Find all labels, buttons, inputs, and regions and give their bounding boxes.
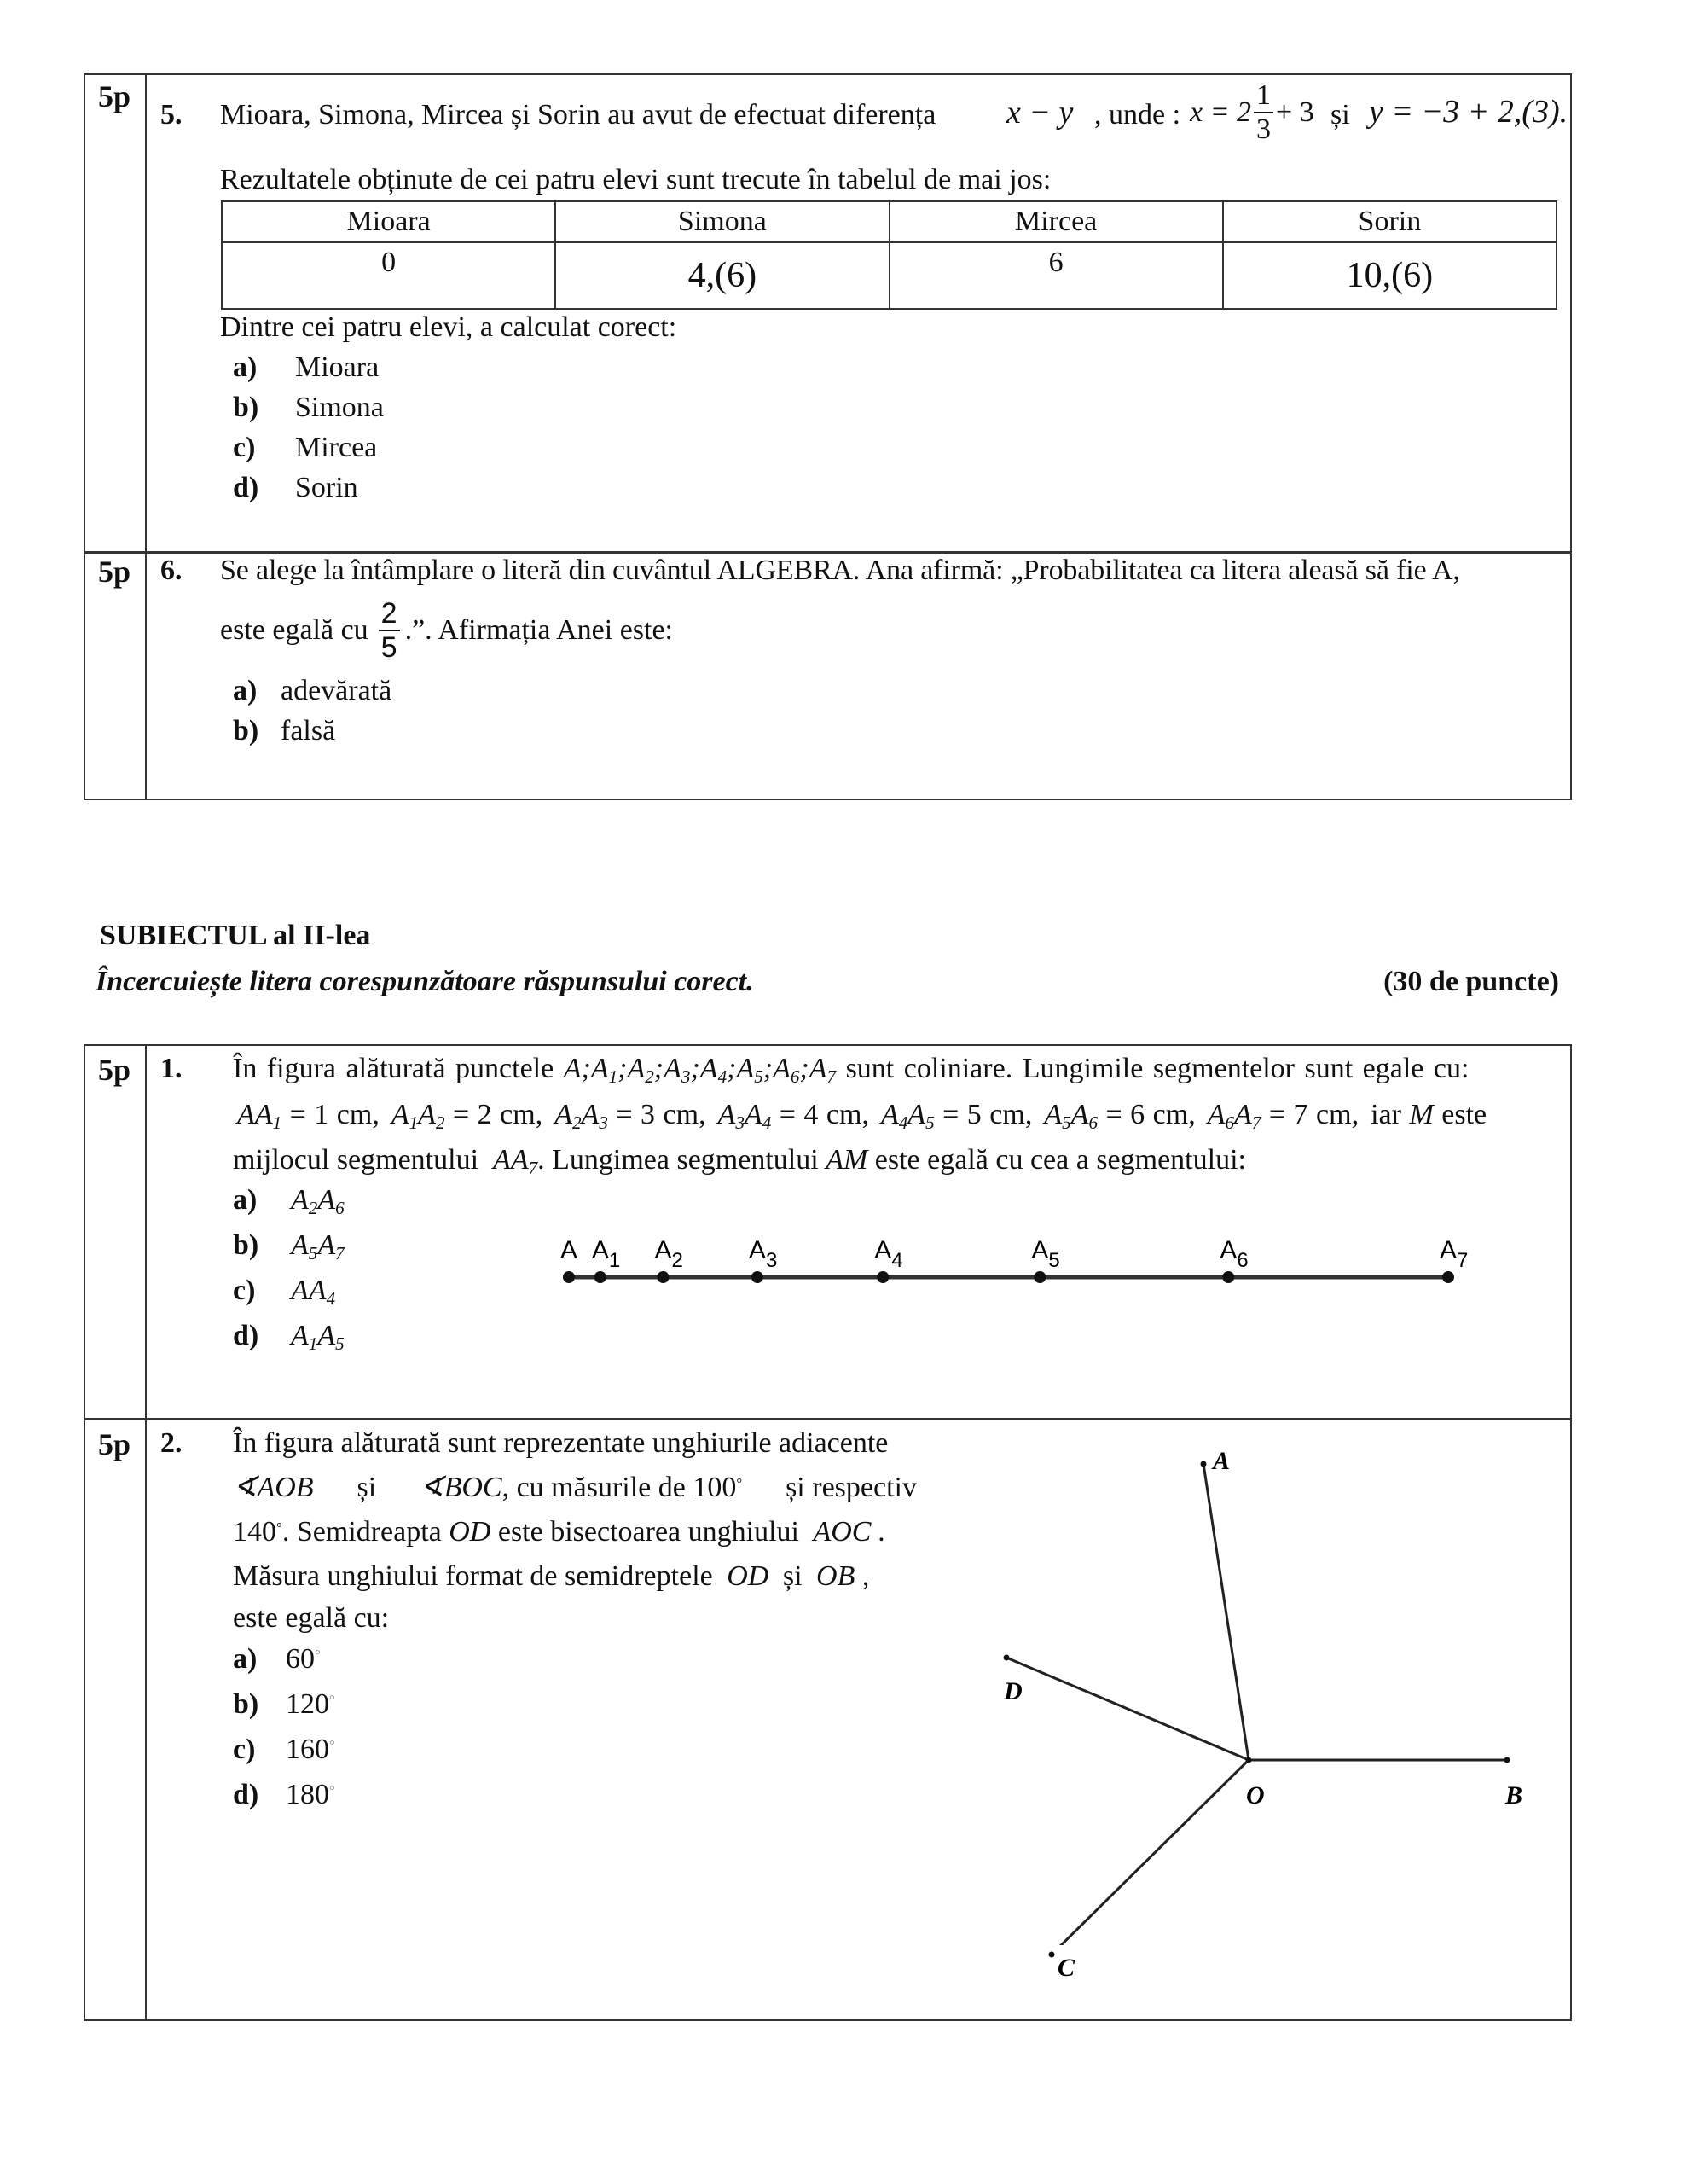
q1-line3-prefix: mijlocul segmentului [233,1144,479,1176]
q2-ray-OD-2: OD [727,1560,769,1592]
part2-score: (30 de puncte) [1383,966,1559,997]
q5-number: 5. [160,99,183,131]
q2-option-c-text: 160 [286,1734,329,1765]
point-O [1246,1757,1252,1763]
q1-option-d[interactable] [233,1321,345,1367]
q1-point-A2 [657,1271,669,1283]
q6-points: 5p [98,555,131,589]
q1-option-c-label: c) [233,1275,256,1306]
q5-si: și [1330,99,1350,131]
q1-option-d-segment: $A_1A_5$ [291,1320,345,1354]
q1-point-name: $A_7$ [809,1053,837,1087]
q1-option-b-label: b) [233,1229,259,1261]
q1-point-label-A3: $A_3$ [748,1236,778,1272]
q2-ray-OD: OD [449,1516,491,1548]
q5-x-definition [1190,78,1314,147]
q1-option-a-label: a) [233,1184,258,1216]
q5-header-sorin: Sorin [1223,201,1557,242]
row-divider-q1-q2 [84,1418,1572,1420]
q1-line1 [233,1053,1470,1087]
q5-statement [220,101,936,130]
q6-line1: Se alege la întâmplare o literă din cuvântul ALGEBRA. Ana afirmă: „Probabilitatea ca litera aleasă să fie A, [220,555,1460,586]
q1-point-name: $A_4$ [699,1053,728,1087]
q6-option-a[interactable] [233,677,391,706]
part2-instruction: Încercuiește litera corespunzătoare răspunsului corect. [96,966,754,997]
q2-line5: este egală cu: [233,1602,390,1634]
q1-line3-mid: . Lungimea segmentului [537,1144,819,1176]
q1-point-label-A: A [560,1236,578,1264]
q2-option-d-degree: ° [329,1781,335,1798]
q1-option-c[interactable] [233,1276,345,1321]
q5-points: 5p [98,79,131,113]
q5-option-c-text: Mircea [295,432,378,463]
q2-option-a[interactable] [233,1645,321,1674]
q5-x-frac-num: 1 [1254,81,1273,113]
row-divider-q5-q6 [84,551,1572,554]
q1-segment-AA7: $AA_7$ [485,1144,538,1178]
q5-header-mircea: Mircea [890,201,1223,242]
q2-line3 [233,1518,885,1547]
q1-point-name: A [563,1053,582,1084]
label-C: C [1058,1954,1075,1982]
q2-angle-BOC: ∢BOC [420,1472,502,1503]
q5-option-a-label: a) [233,351,258,383]
q2-line4-prefix: Măsura unghiului format de semidreptele [233,1560,713,1592]
q2-line4-and: și [782,1560,803,1592]
q2-option-d[interactable] [233,1780,335,1809]
points-column-divider [145,73,147,800]
q2-option-b[interactable] [233,1690,335,1719]
q2-line3-suffix: este bisectoarea unghiului [497,1516,799,1548]
part2-heading: SUBIECTUL al II-lea [100,920,371,951]
q1-segment-length: $A_3A_4 = 4$ cm, [717,1099,869,1133]
q5-y-definition [1369,96,1568,128]
q1-point-M: M [1409,1099,1434,1130]
q6-option-b[interactable] [233,717,335,746]
q2-option-c[interactable] [233,1735,335,1764]
q1-point-label-A5: $A_5$ [1031,1236,1060,1272]
q1-point-label-A2: $A_2$ [654,1236,683,1272]
q1-collinear-points-figure [546,1216,1484,1301]
q5-x-prefix: x = 2 [1190,96,1252,128]
q1-segment-AM: AM [826,1144,868,1176]
q1-point-A1 [594,1271,606,1283]
q5-option-d-text: Sorin [295,472,358,503]
q2-line2 [233,1473,917,1502]
q1-segment-length: $A_2A_3 = 3$ cm, [554,1099,706,1133]
q2-line3-prefix: 140 [233,1516,276,1548]
q2-option-a-text: 60 [286,1643,315,1675]
q2-angles-figure [981,1433,1561,1945]
points-column-divider-2 [145,1044,147,2021]
q1-option-a-segment: $A_2A_6$ [291,1184,345,1218]
q1-segment-length: $A_1A_2 = 2$ cm, [391,1099,543,1133]
q5-value-mioara: 0 [222,242,555,309]
q2-line2-si: și [357,1472,377,1503]
q6-fraction [379,599,400,662]
q1-points: 5p [98,1053,131,1087]
q5-x-frac-den: 3 [1256,113,1272,145]
q2-option-d-text: 180 [286,1779,329,1810]
q1-options [233,1186,345,1367]
q2-option-a-degree: ° [315,1646,321,1663]
q1-point-name: $A_3$ [664,1053,691,1087]
q1-option-a[interactable] [233,1186,345,1231]
q1-point-A [563,1271,575,1283]
q5-option-a-text: Mioara [295,351,380,383]
q6-option-b-label: b) [233,715,259,746]
q6-number: 6. [160,555,183,586]
q5-value-mircea: 6 [890,242,1223,309]
q1-point-name: $A_6$ [773,1053,800,1087]
q1-segment-length: $A_6A_7 = 7$ cm, [1207,1099,1359,1133]
q5-intro: Mioara, Simona, Mircea și Sorin au avut de efectuat diferența [220,99,936,131]
q5-results-table [221,200,1557,310]
q1-point-name: $A_5$ [736,1053,763,1087]
q5-expr-x-minus-y: x − y [1006,95,1074,131]
q2-degree-2: ° [276,1519,282,1536]
q1-segment-length: $A_5A_6 = 6$ cm, [1044,1099,1196,1133]
q1-line2-tail: iar M este [1371,1099,1487,1130]
q5-option-b-text: Simona [295,392,384,423]
q1-option-c-segment: $AA_4$ [291,1275,336,1309]
q1-line3-suffix: este egală cu cea a segmentului: [874,1144,1246,1176]
q2-angle-AOC: AOC . [813,1516,886,1548]
q6-line2-prefix: este egală cu [220,614,368,646]
q5-option-d-label: d) [233,472,259,503]
q1-point-label-A6: $A_6$ [1220,1236,1249,1272]
q1-point-A6 [1222,1271,1234,1283]
point-A [1201,1461,1207,1467]
q5-option-a[interactable] [233,353,379,382]
q1-segment-length: $A_4A_5 = 5$ cm, [880,1099,1033,1133]
q6-option-a-label: a) [233,675,258,706]
q5-unde: , unde : [1094,99,1181,131]
q1-point-list: $A;A_1;A_2;A_3;A_4;A_5;A_6;A_7$ [563,1053,837,1087]
q1-point-label-A7: $A_7$ [1440,1236,1469,1272]
q2-option-b-text: 120 [286,1688,329,1720]
q5-header-simona: Simona [555,201,889,242]
q5-x-suffix: + 3 [1276,96,1314,128]
q6-option-a-text: adevărată [281,675,392,706]
q5-question: Dintre cei patru elevi, a calculat corect: [220,311,677,343]
q6-frac-den: 5 [380,631,397,664]
q5-option-d[interactable] [233,473,358,502]
q2-option-a-label: a) [233,1643,258,1675]
ray-OC [1052,1760,1249,1945]
q1-line3 [233,1144,1246,1178]
q2-line1: În figura alăturată sunt reprezentate unghiurile adiacente [233,1427,889,1459]
q5-value-simona: 4,(6) [555,242,889,309]
q2-option-c-degree: ° [329,1736,335,1753]
q2-option-b-degree: ° [329,1691,335,1708]
q5-y-def-text: y = −3 + 2,(3). [1369,94,1568,130]
point-D [1004,1655,1010,1661]
q1-point-label-A4: $A_4$ [874,1236,903,1272]
q2-line2-suffix: și respectiv [786,1472,917,1503]
q2-number: 2. [160,1427,183,1459]
q5-option-b[interactable] [233,393,384,422]
q1-point-name: $A_2$ [627,1053,654,1087]
q1-point-name: $A_1$ [590,1053,618,1087]
q1-line1-prefix: În figura alăturată punctele [233,1053,554,1084]
q2-line2-mid: , cu măsurile de 100 [501,1472,737,1503]
label-B: B [1505,1781,1523,1809]
q1-option-b[interactable] [233,1231,345,1276]
label-D: D [1004,1677,1023,1705]
q5-option-c[interactable] [233,433,377,462]
q2-points: 5p [98,1427,131,1461]
label-O: O [1246,1781,1265,1809]
q2-figure-point-C [1036,1937,1087,1988]
q2-line3-mid: . Semidreapta [281,1516,442,1548]
q1-option-b-segment: $A_5A_7$ [291,1229,345,1263]
ray-OD [1006,1658,1249,1760]
q5-x-fraction [1254,81,1273,144]
q2-option-c-label: c) [233,1734,256,1765]
q1-line2 [237,1099,1487,1133]
q1-option-d-label: d) [233,1320,259,1351]
point-B [1504,1757,1510,1763]
q6-option-b-text: falsă [281,715,336,746]
q2-option-d-label: d) [233,1779,259,1810]
q5-results-value-row [222,242,1557,309]
q6-line2-suffix: .”. Afirmația Anei este: [404,614,673,646]
point-C [1049,1952,1055,1958]
q1-point-A7 [1442,1271,1454,1283]
q2-option-b-label: b) [233,1688,259,1720]
q2-angle-AOB: ∢AOB [233,1472,314,1503]
label-A: A [1213,1447,1231,1475]
q5-option-b-label: b) [233,392,259,423]
q5-header-mioara: Mioara [222,201,555,242]
q5-results-header-row [222,201,1557,242]
q1-number: 1. [160,1053,183,1084]
ray-OA [1203,1464,1249,1760]
q6-frac-num: 2 [379,599,400,631]
q5-value-sorin: 10,(6) [1223,242,1557,309]
q5-table-intro: Rezultatele obținute de cei patru elevi sunt trecute în tabelul de mai jos: [220,164,1052,195]
q2-ray-OB: OB , [816,1560,870,1592]
q6-line2 [220,594,673,667]
q1-point-A3 [751,1271,763,1283]
q1-line1-suffix: sunt coliniare. Lungimile segmentelor sunt egale cu: [845,1053,1470,1084]
q2-line4 [233,1562,869,1591]
q1-segment-length: $AA_1 = 1$ cm, [237,1099,380,1133]
q5-expression [1006,96,1073,129]
q1-point-A4 [877,1271,889,1283]
q1-point-label-A1: $A_1$ [591,1236,621,1272]
q1-point-A5 [1034,1271,1046,1283]
q5-option-c-label: c) [233,432,256,463]
q2-degree-1: ° [736,1474,743,1491]
